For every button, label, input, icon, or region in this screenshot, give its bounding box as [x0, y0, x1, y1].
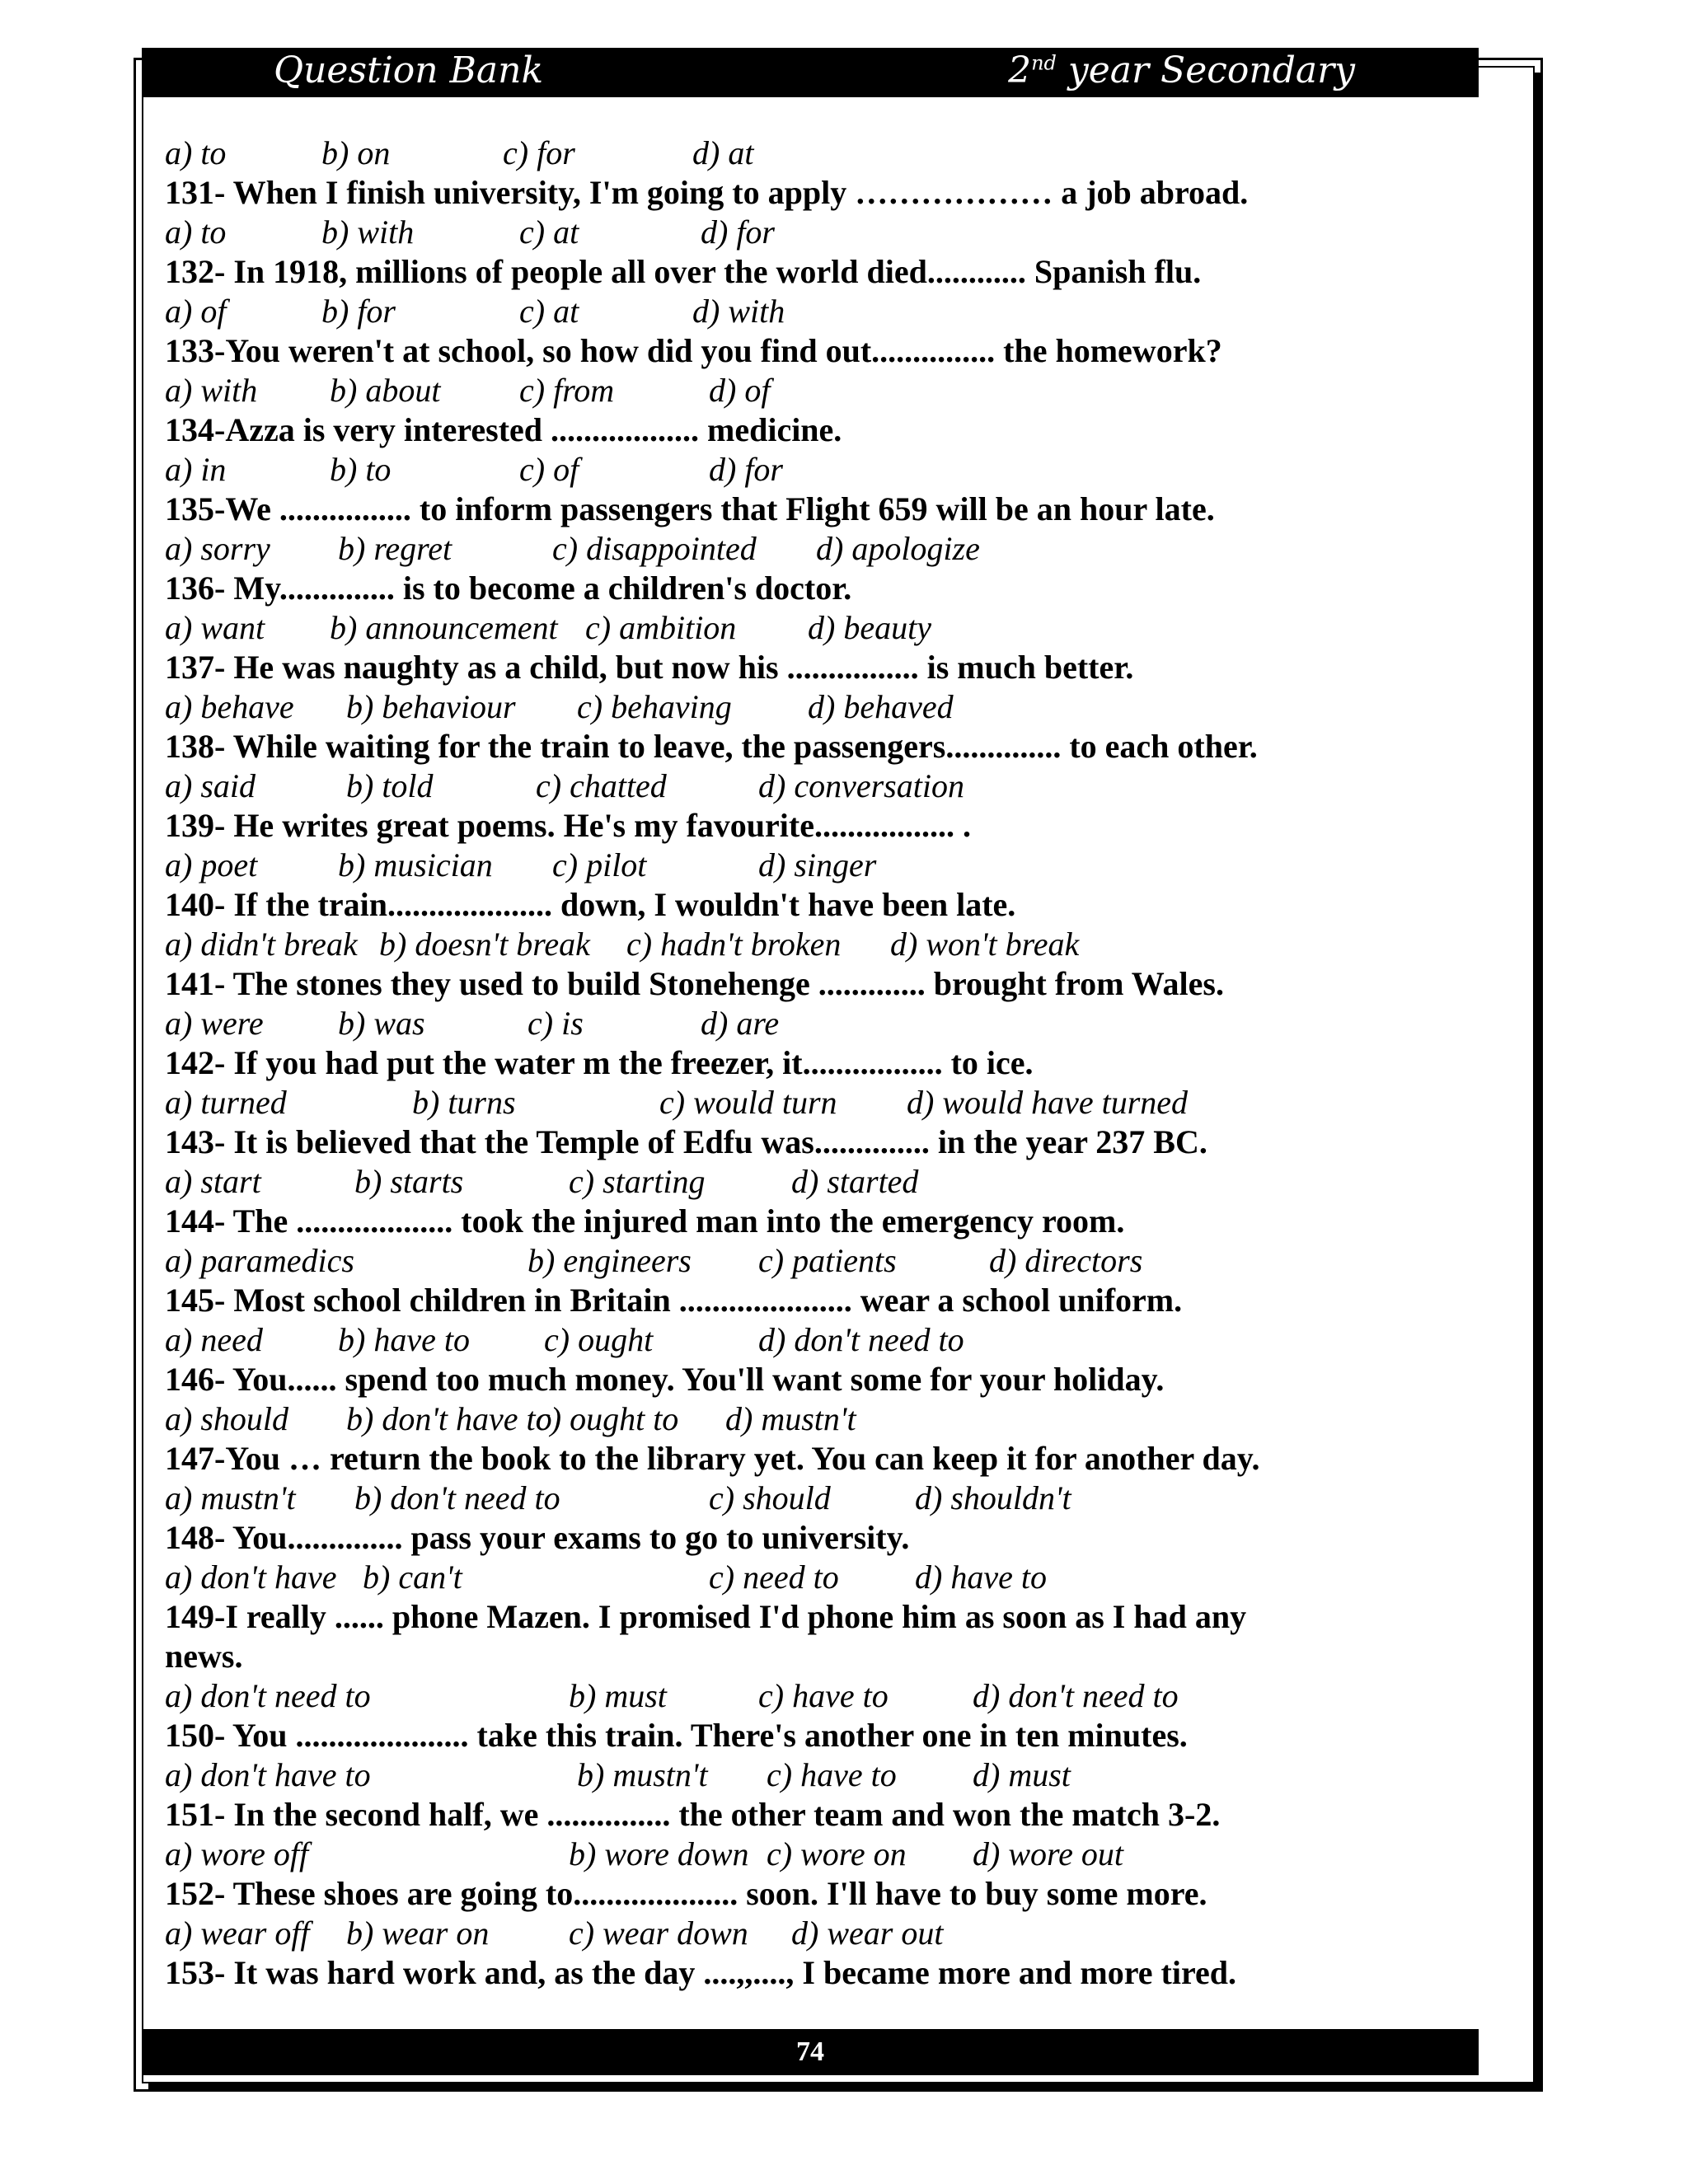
answer-option: d) would have turned: [907, 1084, 1189, 1121]
question-text: 140- If the train.................... down, I wouldn't have been late.: [165, 886, 1016, 923]
answer-option: d) started: [791, 1163, 919, 1200]
answer-options: [165, 687, 1459, 727]
header-title: Question Bank: [274, 49, 544, 91]
question-item: [165, 727, 1459, 806]
question-text: 141- The stones they used to build Stonehenge ............. brought from Wales.: [165, 965, 1224, 1002]
answer-option: d) are: [701, 1005, 780, 1042]
answer-options: [165, 1162, 1459, 1202]
answer-option: c) should: [709, 1479, 831, 1516]
answer-option: d) wear out: [791, 1915, 944, 1952]
answer-options: [165, 292, 1459, 331]
question-text: 148- You.............. pass your exams to go to university.: [165, 1519, 910, 1556]
page-border-shadow-bottom: [148, 2083, 1543, 2092]
question-text: 143- It is believed that the Temple of Edfu was.............. in the year 237 BC.: [165, 1123, 1207, 1160]
header-bar: [142, 48, 1479, 97]
question-text: 142- If you had put the water m the freezer, it................. to ice.: [165, 1044, 1034, 1081]
answer-option: c) is: [528, 1005, 584, 1042]
question-text: 137- He was naughty as a child, but now his ................ is much better.: [165, 649, 1134, 686]
answer-option: d) conversation: [758, 767, 964, 804]
answer-option: a) behave: [165, 688, 294, 725]
answer-option: a) poet: [165, 846, 258, 883]
answer-option: d) must: [973, 1756, 1071, 1793]
question-item: [165, 410, 1459, 490]
answer-options: [165, 766, 1459, 806]
answer-option: d) won't break: [890, 926, 1080, 963]
answer-option: d) of: [709, 372, 771, 409]
answer-option: d) singer: [758, 846, 877, 883]
question-item: [165, 1518, 1459, 1597]
answer-option: d) with: [692, 293, 785, 330]
grade-ordinal: 2: [1008, 49, 1032, 91]
answer-options: [165, 1004, 1459, 1043]
answer-option: c) at: [519, 293, 579, 330]
question-text-continued: news.: [165, 1638, 243, 1675]
answer-option: b) mustn't: [577, 1756, 708, 1793]
question-text: 152- These shoes are going to.................... soon. I'll have to buy some more.: [165, 1875, 1207, 1912]
answer-option: b) on: [321, 134, 391, 171]
answer-options: [165, 1479, 1459, 1518]
answer-option: c) ought: [544, 1321, 654, 1358]
answer-option: b) can't: [363, 1558, 462, 1596]
answer-option: a) wear off: [165, 1915, 310, 1952]
question-text: 144- The ................... took the injured man into the emergency room.: [165, 1202, 1125, 1240]
answer-option: c) for: [503, 134, 575, 171]
answer-option: c) pilot: [552, 846, 647, 883]
answer-option: a) to: [165, 134, 227, 171]
question-text: 150- You ..................... take this train. There's another one in ten minutes.: [165, 1717, 1188, 1754]
answer-option: a) want: [165, 609, 265, 646]
answer-option: c) hadn't broken: [626, 926, 842, 963]
answer-option: d) shouldn't: [915, 1479, 1071, 1516]
footer-bar: [142, 2029, 1479, 2075]
answer-option: a) don't have to: [165, 1756, 371, 1793]
answer-option: b) regret: [338, 530, 452, 567]
answer-option: b) about: [330, 372, 441, 409]
answer-option: c) ought to: [536, 1400, 679, 1437]
question-item: [165, 1360, 1459, 1439]
answer-option: c) patients: [758, 1242, 897, 1279]
answer-option: d) have to: [915, 1558, 1047, 1596]
answer-options: [165, 1835, 1459, 1874]
answer-option: a) of: [165, 293, 227, 330]
question-item: [165, 1281, 1459, 1360]
answer-option: d) at: [692, 134, 754, 171]
question-item: [165, 134, 1459, 173]
question-text: 134-Azza is very interested .................. medicine.: [165, 411, 842, 448]
question-text: 153- It was hard work and, as the day ....,,...., I became more and more tired.: [165, 1954, 1236, 1991]
answer-option: d) wore out: [973, 1835, 1123, 1872]
answer-options: [165, 213, 1459, 252]
question-item: [165, 252, 1459, 331]
question-item: [165, 569, 1459, 648]
answer-options: [165, 371, 1459, 410]
answer-options: [165, 1083, 1459, 1122]
page-number: 74: [796, 2036, 824, 2067]
answer-option: b) wore down: [569, 1835, 749, 1872]
answer-options: [165, 846, 1459, 885]
answer-option: a) need: [165, 1321, 263, 1358]
answer-option: a) said: [165, 767, 256, 804]
answer-option: a) were: [165, 1005, 264, 1042]
question-text: 136- My.............. is to become a children's doctor.: [165, 569, 852, 607]
answer-options: [165, 1755, 1459, 1795]
question-item: [165, 490, 1459, 569]
answer-option: c) have to: [758, 1677, 889, 1714]
question-item: [165, 964, 1459, 1043]
question-text: 149-I really ...... phone Mazen. I promised I'd phone him as soon as I had any: [165, 1598, 1247, 1635]
question-text: 132- In 1918, millions of people all over the world died............ Spanish flu.: [165, 253, 1202, 290]
question-list: [165, 134, 1459, 1993]
answer-option: a) to: [165, 213, 227, 251]
answer-options: [165, 134, 1459, 173]
page-border-shadow-right: [1535, 73, 1543, 2092]
answer-option: a) didn't break: [165, 926, 358, 963]
answer-option: a) wore off: [165, 1835, 309, 1872]
answer-option: b) don't need to: [354, 1479, 560, 1516]
answer-option: a) sorry: [165, 530, 270, 567]
answer-option: a) don't need to: [165, 1677, 371, 1714]
question-text: 151- In the second half, we ............... the other team and won the match 3-2.: [165, 1796, 1221, 1833]
answer-option: c) at: [519, 213, 579, 251]
question-item: [165, 1043, 1459, 1122]
answer-options: [165, 1241, 1459, 1281]
answer-option: c) from: [519, 372, 615, 409]
answer-option: c) chatted: [536, 767, 667, 804]
answer-options: [165, 925, 1459, 964]
answer-option: b) turns: [412, 1084, 516, 1121]
grade-ordinal-suffix: nd: [1031, 51, 1057, 75]
answer-option: b) must: [569, 1677, 667, 1714]
answer-option: b) behaviour: [346, 688, 516, 725]
answer-option: d) behaved: [808, 688, 954, 725]
question-item: [165, 1439, 1459, 1518]
answer-option: c) would turn: [659, 1084, 837, 1121]
answer-options: [165, 450, 1459, 490]
answer-option: a) paramedics: [165, 1242, 354, 1279]
question-text: 139- He writes great poems. He's my favourite................. .: [165, 807, 971, 844]
answer-options: [165, 1676, 1459, 1716]
answer-options: [165, 529, 1459, 569]
question-item: [165, 331, 1459, 410]
answer-option: b) engineers: [528, 1242, 692, 1279]
question-item: [165, 1122, 1459, 1202]
answer-option: c) have to: [767, 1756, 897, 1793]
answer-option: a) should: [165, 1400, 288, 1437]
answer-option: c) wear down: [569, 1915, 748, 1952]
answer-option: a) in: [165, 451, 227, 488]
answer-option: b) starts: [354, 1163, 464, 1200]
answer-option: a) with: [165, 372, 258, 409]
question-item: [165, 806, 1459, 885]
answer-options: [165, 1914, 1459, 1953]
answer-option: c) wore on: [767, 1835, 907, 1872]
question-item: [165, 1202, 1459, 1281]
answer-option: c) disappointed: [552, 530, 757, 567]
question-item: [165, 1716, 1459, 1795]
answer-option: b) told: [346, 767, 434, 804]
answer-options: [165, 1558, 1459, 1597]
answer-option: d) beauty: [808, 609, 931, 646]
answer-options: [165, 608, 1459, 648]
answer-option: b) musician: [338, 846, 493, 883]
answer-option: a) mustn't: [165, 1479, 296, 1516]
grade-label: year Secondary: [1056, 49, 1355, 91]
answer-option: d) mustn't: [725, 1400, 856, 1437]
answer-option: d) for: [701, 213, 775, 251]
answer-option: c) starting: [569, 1163, 706, 1200]
answer-option: c) ambition: [585, 609, 737, 646]
answer-option: b) for: [321, 293, 396, 330]
answer-option: d) for: [709, 451, 783, 488]
question-text: 147-You … return the book to the library yet. You can keep it for another day.: [165, 1440, 1260, 1477]
answer-option: c) need to: [709, 1558, 839, 1596]
answer-option: b) was: [338, 1005, 425, 1042]
answer-option: b) doesn't break: [379, 926, 590, 963]
answer-option: a) turned: [165, 1084, 287, 1121]
answer-option: b) to: [330, 451, 392, 488]
answer-option: b) don't have to: [346, 1400, 552, 1437]
question-item: [165, 1874, 1459, 1953]
question-item: [165, 1597, 1459, 1716]
question-item: [165, 885, 1459, 964]
answer-option: c) behaving: [577, 688, 732, 725]
answer-option: c) of: [519, 451, 579, 488]
answer-option: d) don't need to: [973, 1677, 1179, 1714]
question-text: 138- While waiting for the train to leave, the passengers.............. to each other.: [165, 728, 1258, 765]
question-text: 145- Most school children in Britain ..................... wear a school uniform.: [165, 1282, 1183, 1319]
answer-option: b) with: [321, 213, 415, 251]
answer-option: b) have to: [338, 1321, 470, 1358]
question-item: [165, 1795, 1459, 1874]
question-text: 131- When I finish university, I'm going to apply ……………… a job abroad.: [165, 174, 1249, 211]
header-grade: [1008, 49, 1355, 91]
answer-option: b) wear on: [346, 1915, 490, 1952]
answer-option: b) announcement: [330, 609, 558, 646]
answer-option: d) don't need to: [758, 1321, 964, 1358]
answer-option: d) directors: [989, 1242, 1143, 1279]
question-text: 133-You weren't at school, so how did you find out............... the homework?: [165, 332, 1222, 369]
answer-option: a) don't have: [165, 1558, 337, 1596]
answer-option: d) apologize: [816, 530, 980, 567]
question-text: 135-We ................ to inform passengers that Flight 659 will be an hour late.: [165, 490, 1215, 527]
question-item: [165, 173, 1459, 252]
answer-options: [165, 1399, 1459, 1439]
question-item: [165, 1953, 1459, 1993]
answer-option: a) start: [165, 1163, 261, 1200]
question-text: 146- You...... spend too much money. You'll want some for your holiday.: [165, 1361, 1165, 1398]
answer-options: [165, 1320, 1459, 1360]
question-item: [165, 648, 1459, 727]
